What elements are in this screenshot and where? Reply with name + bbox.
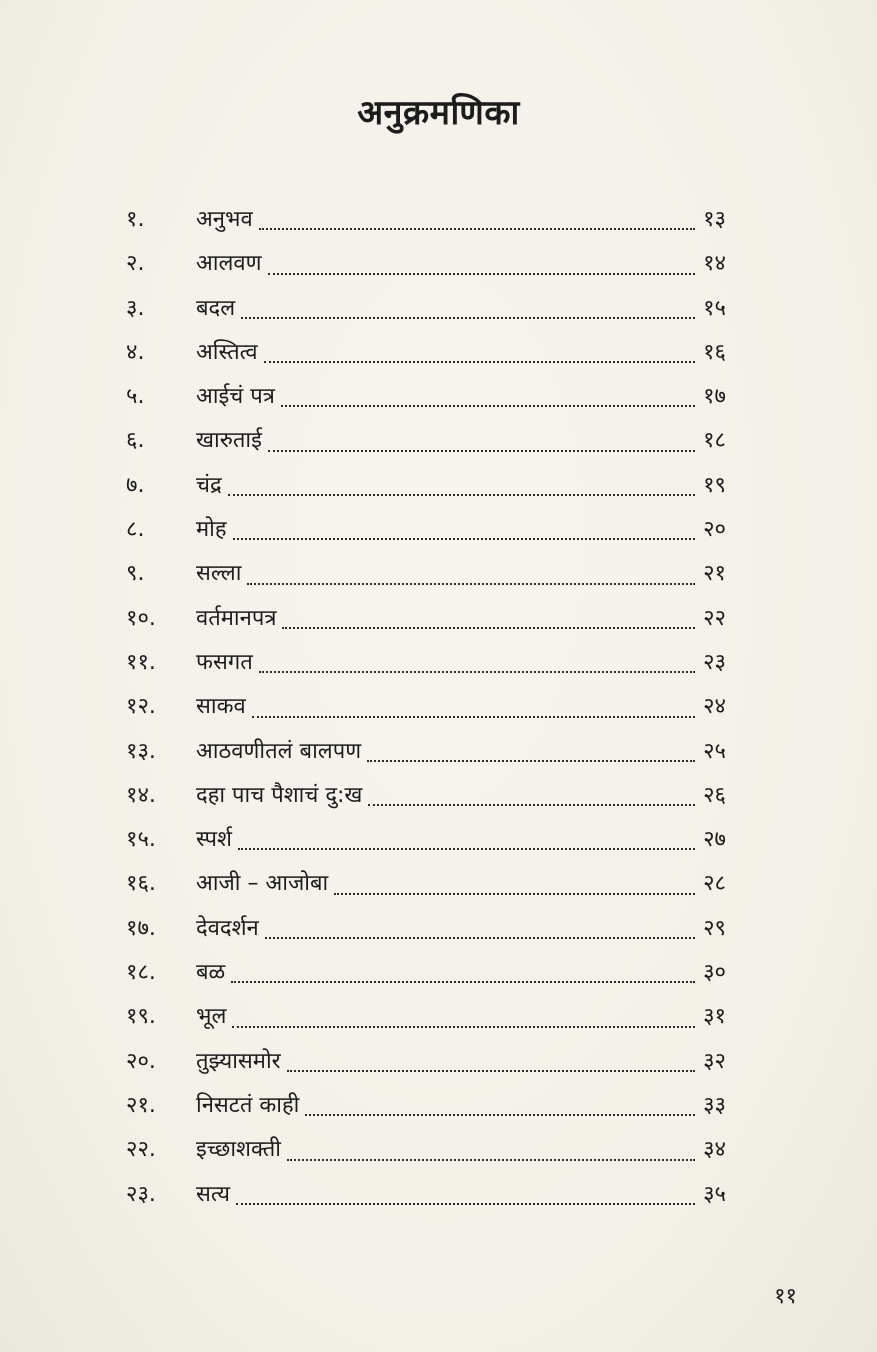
dot-leader <box>259 671 695 673</box>
toc-entry <box>126 1128 726 1172</box>
entry-page: १३ <box>703 207 726 232</box>
toc-entry <box>126 907 726 951</box>
entry-number: १५. <box>126 827 156 853</box>
page-title: अनुक्रमणिका <box>357 93 520 133</box>
dot-leader <box>268 450 695 452</box>
entry-number: २३. <box>126 1181 156 1207</box>
entry-title: मोह <box>196 517 227 543</box>
entry-page: १७ <box>703 384 726 410</box>
dot-leader <box>232 1026 695 1028</box>
entry-title: अस्तित्व <box>196 339 258 365</box>
entry-number: २२. <box>126 1137 156 1163</box>
entry-page: २९ <box>703 915 726 941</box>
toc-entry <box>126 951 726 995</box>
dot-leader <box>259 228 695 230</box>
entry-title: आलवण <box>196 251 262 277</box>
entry-number: ७. <box>126 472 145 498</box>
entry-title: बळ <box>196 960 226 986</box>
page-number: ११ <box>774 1284 797 1309</box>
entry-number: ८. <box>126 517 145 543</box>
entry-number: १९. <box>126 1004 156 1030</box>
entry-title: चंद्र <box>196 472 222 498</box>
entry-title: आठवणीतलं बालपण <box>196 738 362 764</box>
toc-entry <box>126 464 726 508</box>
entry-page: १९ <box>703 472 726 498</box>
entry-title: वर्तमानपत्र <box>196 605 277 631</box>
entry-page: २७ <box>703 827 726 853</box>
entry-title: अनुभव <box>196 207 253 232</box>
entry-number: २०. <box>126 1048 156 1074</box>
entry-title: तुझ्यासमोर <box>196 1048 281 1074</box>
entry-number: १४. <box>126 782 156 808</box>
entry-title: इच्छाशक्ती <box>196 1137 282 1163</box>
entry-page: २१ <box>703 561 726 587</box>
entry-number: १. <box>126 207 145 232</box>
entry-page: ३३ <box>703 1092 726 1118</box>
entry-title: देवदर्शन <box>196 915 259 941</box>
dot-leader <box>281 405 695 407</box>
entry-page: ३५ <box>703 1181 726 1207</box>
entry-number: ९. <box>126 561 145 587</box>
toc-entry <box>126 508 726 552</box>
dot-leader <box>247 583 695 585</box>
toc-entry <box>126 331 726 375</box>
dot-leader <box>367 760 695 762</box>
entry-title: निसटतं काही <box>196 1092 300 1118</box>
entry-title: साकव <box>196 694 246 720</box>
entry-page: १४ <box>703 251 726 277</box>
toc-entry <box>126 818 726 862</box>
entry-title: खारुताई <box>196 428 262 454</box>
toc-entry <box>126 862 726 906</box>
entry-page: २६ <box>703 782 726 808</box>
dot-leader <box>238 848 695 850</box>
dot-leader <box>241 317 695 319</box>
dot-leader <box>231 981 695 983</box>
dot-leader <box>268 273 696 275</box>
entry-page: ३० <box>703 960 726 986</box>
entry-page: २८ <box>703 871 726 897</box>
entry-page: ३२ <box>703 1048 726 1074</box>
table-of-contents <box>126 198 726 1217</box>
toc-entry <box>126 287 726 331</box>
toc-entry <box>126 1084 726 1128</box>
entry-number: १६. <box>126 871 156 897</box>
dot-leader <box>287 1159 695 1161</box>
entry-title: आजी – आजोबा <box>196 871 329 897</box>
toc-entry <box>126 375 726 419</box>
dot-leader <box>334 893 695 895</box>
toc-entry <box>126 685 726 729</box>
toc-entry <box>126 552 726 596</box>
entry-number: १३. <box>126 738 156 764</box>
dot-leader <box>264 361 695 363</box>
entry-page: २५ <box>703 738 726 764</box>
entry-page: २२ <box>703 605 726 631</box>
entry-number: ६. <box>126 428 145 454</box>
entry-number: १२. <box>126 694 156 720</box>
toc-entry <box>126 1040 726 1084</box>
entry-number: ५. <box>126 384 145 410</box>
entry-number: ३. <box>126 295 145 321</box>
entry-page: १५ <box>703 295 726 321</box>
dot-leader <box>236 1203 695 1205</box>
entry-page: ३१ <box>703 1004 726 1030</box>
toc-entry <box>126 774 726 818</box>
entry-title: सत्य <box>196 1181 231 1207</box>
entry-number: २१. <box>126 1092 156 1118</box>
toc-entry <box>126 597 726 641</box>
entry-title: दहा पाच पैशाचं दु:ख <box>196 782 363 808</box>
entry-number: १०. <box>126 605 156 631</box>
dot-leader <box>287 1070 695 1072</box>
entry-number: ४. <box>126 339 145 365</box>
dot-leader <box>233 538 696 540</box>
entry-page: ३४ <box>703 1137 726 1163</box>
entry-title: बदल <box>196 295 236 321</box>
dot-leader <box>228 494 695 496</box>
toc-entry <box>126 995 726 1039</box>
toc-entry <box>126 419 726 463</box>
entry-number: १८. <box>126 960 156 986</box>
toc-entry <box>126 641 726 685</box>
entry-title: आईचं पत्र <box>196 384 275 410</box>
dot-leader <box>305 1114 695 1116</box>
entry-page: १६ <box>703 339 726 365</box>
toc-entry <box>126 242 726 286</box>
entry-title: भूल <box>196 1004 227 1030</box>
entry-number: ११. <box>126 649 156 675</box>
toc-entry <box>126 198 726 242</box>
entry-page: १८ <box>703 428 726 454</box>
dot-leader <box>282 627 695 629</box>
entry-title: फसगत <box>196 649 253 675</box>
toc-entry <box>126 1173 726 1217</box>
entry-page: २० <box>703 517 726 543</box>
dot-leader <box>252 716 695 718</box>
entry-number: १७. <box>126 915 156 941</box>
entry-page: २३ <box>703 649 726 675</box>
entry-title: स्पर्श <box>196 827 233 853</box>
entry-title: सल्ला <box>196 561 242 587</box>
toc-entry <box>126 730 726 774</box>
dot-leader <box>265 937 695 939</box>
entry-number: २. <box>126 251 145 277</box>
entry-page: २४ <box>703 694 726 720</box>
dot-leader <box>368 804 695 806</box>
